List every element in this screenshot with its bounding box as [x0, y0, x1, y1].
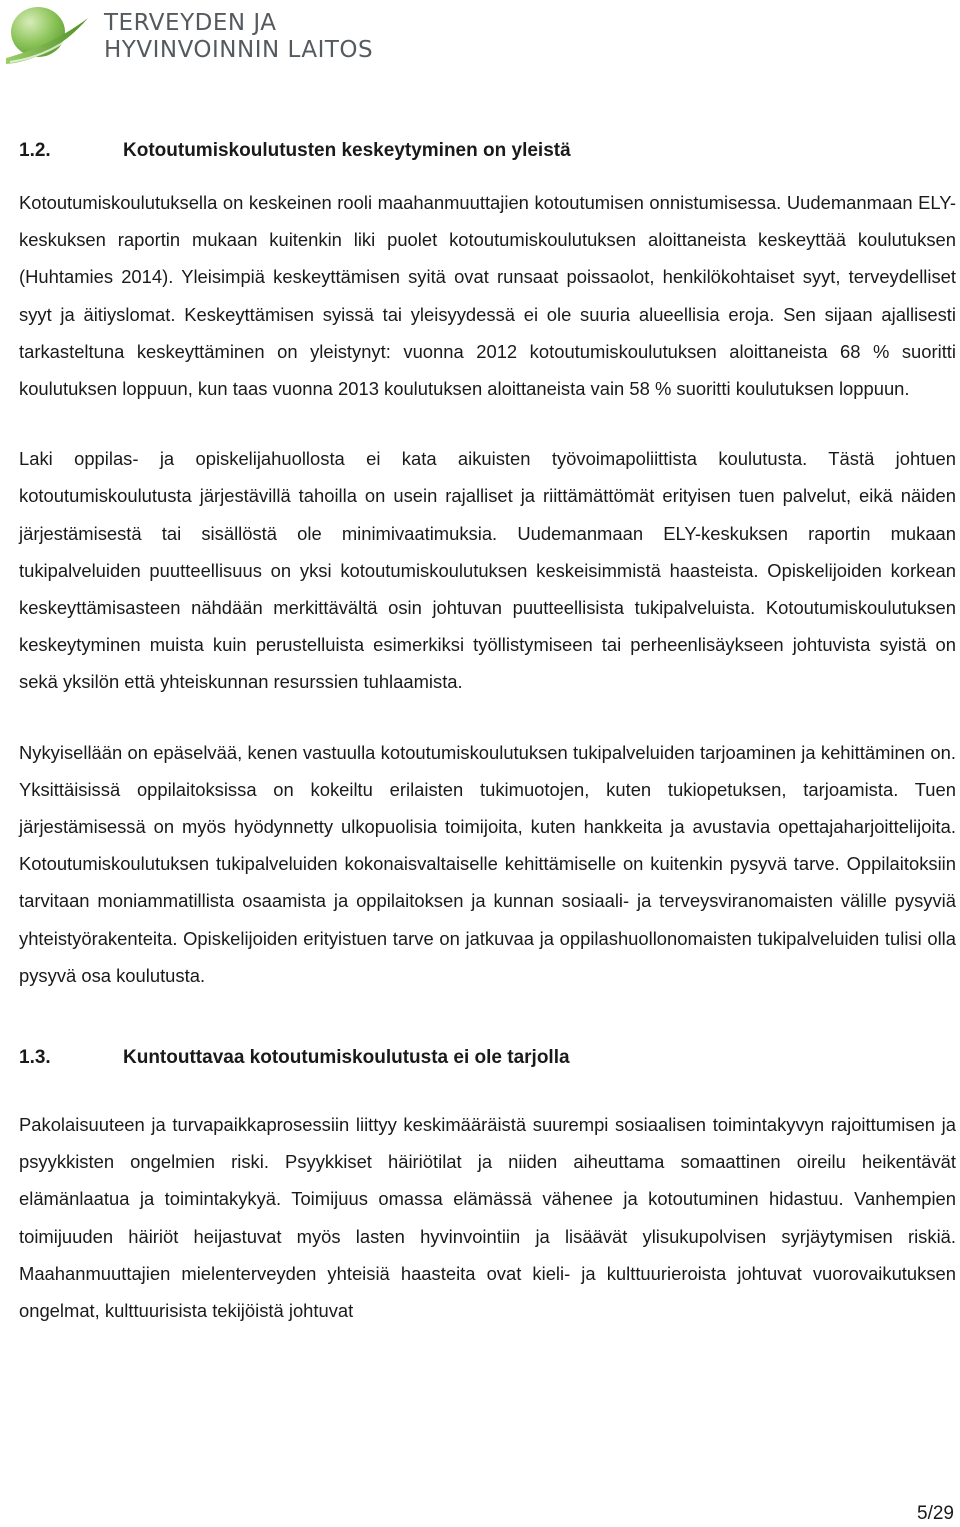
paragraph: Laki oppilas- ja opiskelijahuollosta ei kata aikuisten työvoimapoliittista koulutusta. Tästä johtuen kotoutumiskoulutusta järjestävillä tahoilla on usein rajalliset ja riittämättömät erityisen tuen palvelut, eikä näiden järjestämisestä tai sisällöstä ole minimivaatimuksia. Uudemanmaan ELY-keskuksen raportin mukaan tukipalveluiden puutteellisuus on yksi kotoutumiskoulutuksen keskeisimmistä haasteista. Opiskelijoiden korkean keskeyttämisasteen nähdään merkittävältä osin johtuvan puutteellisista tukipalveluista. Kotoutumiskoulutuksen keskeytyminen muista kuin perustelluista esimerkiksi työllistymiseen tai perheenlisäykseen johtuvista syistä on sekä yksilön että yhteiskunnan resurssien tuhlaamista. — [19, 448, 956, 693]
organization-name-line1: TERVEYDEN JA — [104, 10, 277, 36]
page-number: 5/29 — [917, 1503, 954, 1524]
paragraph: Pakolaisuuteen ja turvapaikkaprosessiin liittyy keskimääräistä suurempi sosiaalisen toimintakyvyn rajoittumisen ja psyykkisten ongelmien riski. Psyykkiset häiriötilat ja niiden aiheuttama somaattinen oireilu heikentävät elämänlaatua ja toimintakykyä. Toimijuus omassa elämässä vähenee ja kotoutuminen hidastuu. Vanhempien toimijuuden häiriöt heijastuvat myös lasten hyvinvointiin ja lisäävät ylisukupolvisen syrjäytymisen riskiä. Maahanmuuttajien mielenterveyden yhteisiä haasteita ovat kieli- ja kulttuurieroista johtuvat vuorovaikutuksen ongelmat, kulttuurisista tekijöistä johtuvat — [19, 1114, 956, 1322]
organization-name — [104, 10, 373, 64]
paragraph: Kotoutumiskoulutuksella on keskeinen rooli maahanmuuttajien kotoutumisen onnistumisessa. Uudemanmaan ELY-keskuksen raportin mukaan kuitenkin liki puolet kotoutumiskoulutuksen aloittaneista keskeyttää koulutuksen (Huhtamies 2014). Yleisimpiä keskeyttämisen syitä ovat runsaat poissaolot, henkilökohtaiset syyt, terveydelliset syyt ja äitiyslomat. Keskeyttämisen syissä tai yleisyydessä ei ole suuria alueellisia eroja. Sen sijaan ajallisesti tarkasteltuna keskeyttäminen on yleistynyt: vuonna 2012 kotoutumiskoulutuksen aloittaneista 68 % suoritti koulutuksen loppuun, kun taas vuonna 2013 koulutuksen aloittaneista vain 58 % suoritti koulutuksen loppuun. — [19, 192, 956, 400]
section-number: 1.3. — [19, 1047, 51, 1069]
document-body — [19, 136, 956, 1329]
section-heading-1-3 — [19, 1046, 956, 1070]
section-number: 1.2. — [19, 140, 51, 161]
organization-name-line2: HYVINVOINNIN LAITOS — [104, 37, 374, 63]
page-header — [0, 0, 960, 70]
section-title: Kuntouttavaa kotoutumiskoulutusta ei ole tarjolla — [123, 1047, 570, 1069]
section-heading-1-2 — [19, 139, 956, 163]
paragraph: Nykyisellään on epäselvää, kenen vastuulla kotoutumiskoulutuksen tukipalveluiden tarjoaminen ja kehittäminen on. Yksittäisissä oppilaitoksissa on kokeiltu erilaisten tukimuotojen, kuten tukiopetuksen, tarjoamista. Tuen järjestämisessä on myös hyödynnetty ulkopuolisia toimijoita, kuten hankkeita ja avustavia opettajaharjoittelijoita. Kotoutumiskoulutuksen tukipalveluiden kokonaisvaltaiselle kehittämiselle on kuitenkin pysyvä tarve. Oppilaitoksiin tarvitaan moniammatillista osaamista ja oppilaitoksen ja kunnan sosiaali- ja terveysviranomaisten välille pysyviä yhteistyörakenteita. Opiskelijoiden erityistuen tarve on jatkuvaa ja oppilashuollonomaisten tukipalveluiden tulisi olla pysyvä osa koulutusta. — [19, 741, 956, 986]
leaf-swoosh-icon — [4, 2, 90, 68]
section-title: Kotoutumiskoulutusten keskeytyminen on yleistä — [123, 140, 571, 161]
